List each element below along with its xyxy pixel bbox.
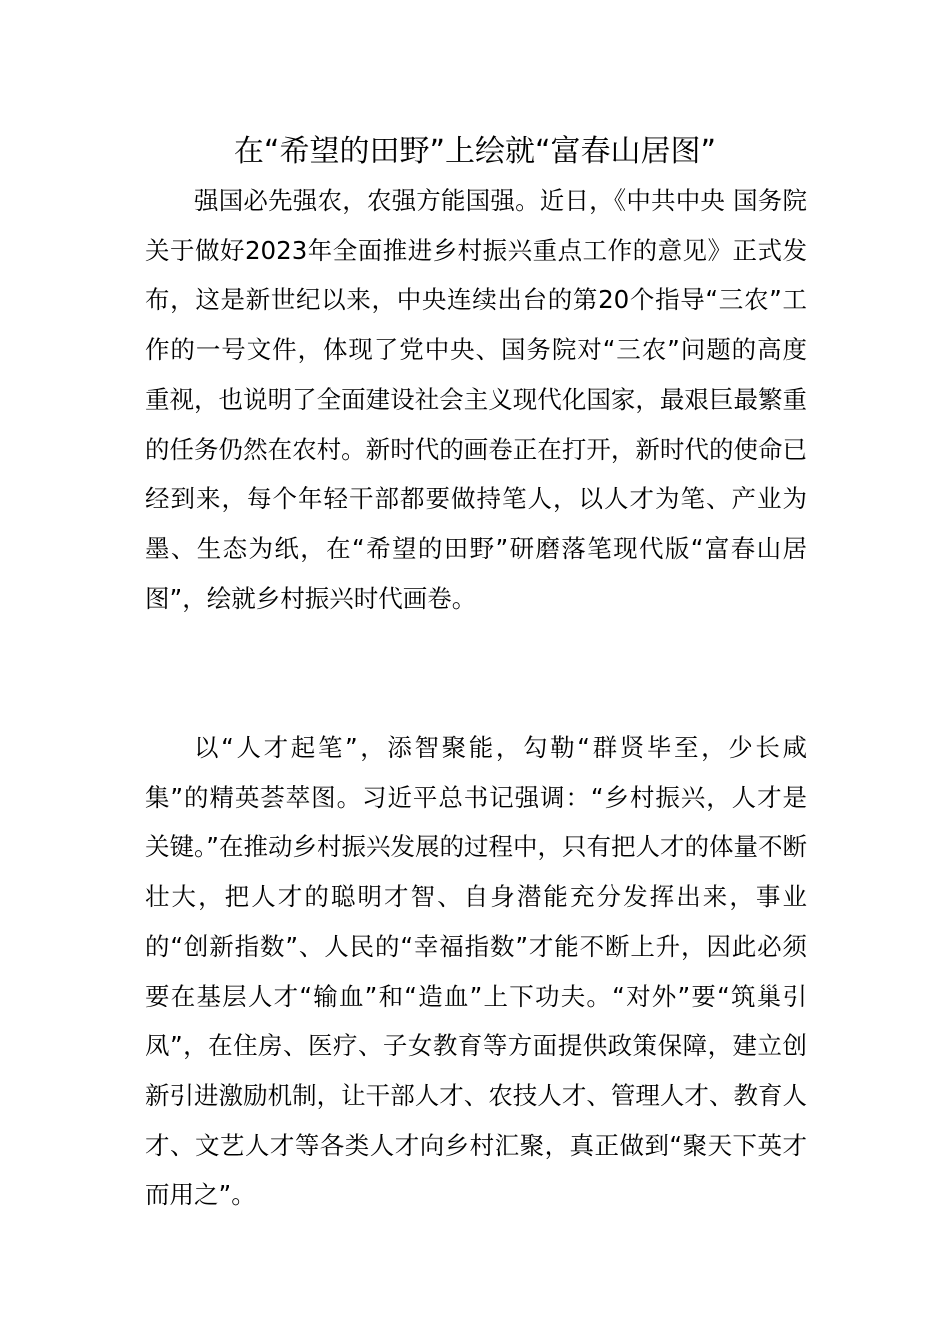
- document-title: 在“希望的田野”上绘就“富春山居图”: [233, 134, 717, 169]
- paragraph-2: 以“人才起笔”，添智聚能，勾勒“群贤毕至，少长咸集”的精英荟萃图。习近平总书记强调：“乡村振兴，人才是关键。”在推动乡村振兴发展的过程中，只有把人才的体量不断壮大，把人才的聪明才智、自身潜能充分发挥出来，事业的“创新指数”、人民的“幸福指数”才能不断上升，因此必须要在基层人才“输血”和“造血”上下功夫。“对外”要“筑巢引凤”，在住房、医疗、子女教育等方面提供政策保障，建立创新引进激励机制，让干部人才、农技人才、管理人才、教育人才、文艺人才等各类人才向乡村汇聚，真正做到“聚天下英才而用之”。: [145, 733, 807, 1210]
- paragraph-1: 强国必先强农，农强方能国强。近日，《中共中央 国务院关于做好2023年全面推进乡村振兴重点工作的意见》正式发布，这是新世纪以来，中央连续出台的第20个指导“三农”工作的一号文件，体现了党中央、国务院对“三农”问题的高度重视，也说明了全面建设社会主义现代化国家，最艰巨最繁重的任务仍然在农村。新时代的画卷正在打开，新时代的使命已经到来，每个年轻干部都要做持笔人，以人才为笔、产业为墨、生态为纸，在“希望的田野”研磨落笔现代版“富春山居图”，绘就乡村振兴时代画卷。: [145, 186, 807, 613]
